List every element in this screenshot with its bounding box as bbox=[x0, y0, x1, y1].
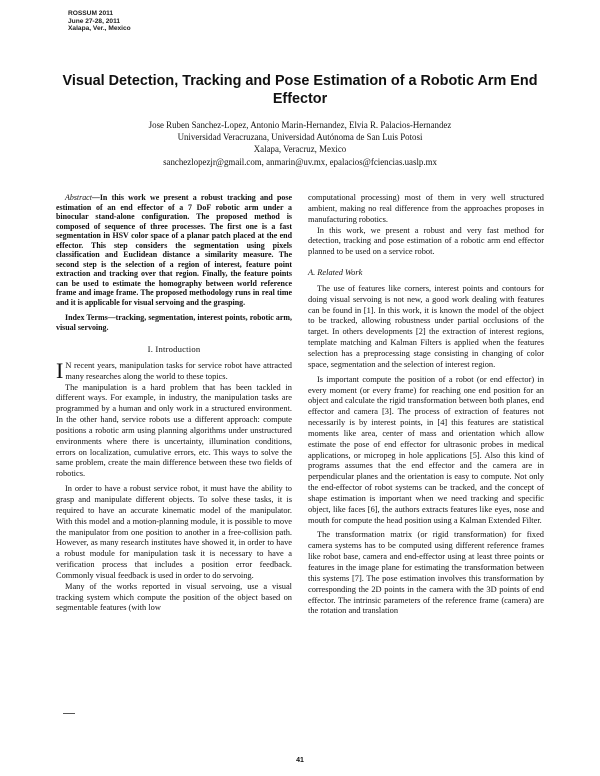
intro-paragraph-2: The manipulation is a hard problem that has been tackled in different ways. For example, in industry, the manipulation tasks are programmed by a human and only work in a structured environment. In the other hand, service robots use a different approach: compute positions a robotic arm using planning algorithms under unstructured environments where there is uncertainty, illumination conditions, errors on localization, cumulative errors, etc. This ways to solve the same problem, create the main difference between these two fields of robotics. bbox=[56, 382, 292, 479]
related-paragraph-3: The transformation matrix (or rigid transformation) for fixed camera systems has to be computed using different reference frames like robot base, camera and end-effector using at least three points or features in the image plane for estimating the transformation between this systems [7]. The pose estimation involves this transformation by corresponding the 2D points in the camera with the 3D points of end effector. The intrinsic parameters of the reference frame (camera) are the rotation and translation bbox=[308, 530, 544, 616]
footnote-separator bbox=[63, 713, 75, 714]
continued-paragraph: computational processing) most of them in very well structured ambient, making no real difference from the approaches proposes in manufacturing robotics. bbox=[308, 193, 544, 224]
section-heading-introduction: I. Introduction bbox=[147, 344, 201, 354]
author-block bbox=[60, 119, 540, 168]
author-affiliation: Universidad Veracruzana, Universidad Autónoma de San Luis Potosi bbox=[177, 132, 423, 143]
intro-paragraph-4: Many of the works reported in visual servoing, use a visual tracking system which compute the position of the object based on segmentable features (with low bbox=[56, 581, 292, 613]
page-number: 41 bbox=[296, 757, 304, 764]
abstract bbox=[56, 193, 292, 307]
abstract-text: —In this work we present a robust tracking and pose estimation of an end effector of a 7 DoF robotic arm under a binocular stand-alone configuration. The proposed method is composed of sequence of three processes. The first one is a fast segmentation in HSV color space of a planar patch placed at the end effector. This step considers the segmentation using pixels classification and Euclidean distance a similarity measure. The second step is the selection of a region of interest, feature point extraction and tracking over that region. Finally, the feature points can be used to estimate the homography between world reference frame and image frame. The proposed methodology runs in real time and it is applicable for visual servoing and the grasping. bbox=[56, 193, 292, 307]
paper-title: Visual Detection, Tracking and Pose Estimation of a Robotic Arm End Effector bbox=[62, 73, 538, 107]
intro-paragraph-1 bbox=[56, 357, 292, 383]
abstract-label: Abstract bbox=[65, 193, 92, 202]
conference-date: June 27-28, 2011 bbox=[68, 17, 121, 25]
author-emails: sanchezlopezjr@gmail.com, anmarin@uv.mx, epalacios@fciencias.uaslp.mx bbox=[163, 156, 437, 167]
left-column bbox=[56, 193, 292, 614]
related-paragraph-2: Is important compute the position of a robot (or end effector) in every moment (or every frame) for reaching one end position for an object and calculate the rigid transformation between both planes, end effector and camera [3]. The process of extraction of features not necessarily is by interest points, in [4] this features are statistical moments like area, center of mass and orientation which allow estimate the pose of end effector for ultrasonic probes in medical applications, or micropeg in hole applications [5]. Also this kind of programs assumes that the end effector and the camera are in perpendicular planes and the orientation is easy to compute. Not only the end-effector of robot systems can be tracked, and the concept of shape estimation is important when we need tracking and specific object, like faces [6], the authors extracts features like eyes, nose and mouth for compute the head position using a Kalman Extended Filter. bbox=[308, 374, 544, 525]
conference-header bbox=[68, 10, 131, 33]
index-terms-label: Index Terms bbox=[65, 313, 108, 322]
conference-name: ROSSUM 2011 bbox=[68, 10, 114, 17]
intro-paragraph-1-text: N recent years, manipulation tasks for service robot have attracted many researches along the world to these topics. bbox=[65, 360, 292, 381]
intro-paragraph-5: In this work, we present a robust and very fast method for detection, tracking and pose estimation of a robotic arm end effector planned to be used on a service robot. bbox=[308, 225, 544, 257]
index-terms-text: —tracking, segmentation, interest points, robotic arm, visual servoing. bbox=[56, 313, 293, 332]
right-column bbox=[308, 193, 544, 617]
index-terms bbox=[56, 313, 292, 332]
drop-cap: I bbox=[56, 357, 64, 383]
subsection-heading-related-work: A. Related Work bbox=[308, 268, 363, 278]
related-paragraph-1: The use of features like corners, interest points and contours for doing visual servoing is not new, a good work dealing with features can be found in [1]. In this work, it is known the model of the object to be tracked, allowing robustness under partial occlusions of the target. In others developments [2] the extraction of interest regions, template matching and Kalman Filters is applied when the features selection has a preprocessing stage consisting in changing of color space, segmentation and the selection of interest region. bbox=[308, 283, 544, 369]
author-names: Jose Ruben Sanchez-Lopez, Antonio Marin-Hernandez, Elvia R. Palacios-Hernandez bbox=[148, 120, 452, 130]
intro-paragraph-3: In order to have a robust service robot, it must have the ability to grasp and manipulate different objects. To solve these tasks, it is required to have an accurate kinematic model of the manipulator. With this model and a motion-planning module, it is possible to move the manipulator from one position to another in a free-collision path. However, as many research institutes have showed it, in order to have a robust module for manipulation task it is necessary to have a verification process that includes a position error feedback. Commonly visual feedback is used in order to do servoing. bbox=[56, 484, 292, 580]
author-location: Xalapa, Veracruz, Mexico bbox=[253, 144, 347, 155]
conference-location: Xalapa, Ver., Mexico bbox=[68, 25, 131, 33]
